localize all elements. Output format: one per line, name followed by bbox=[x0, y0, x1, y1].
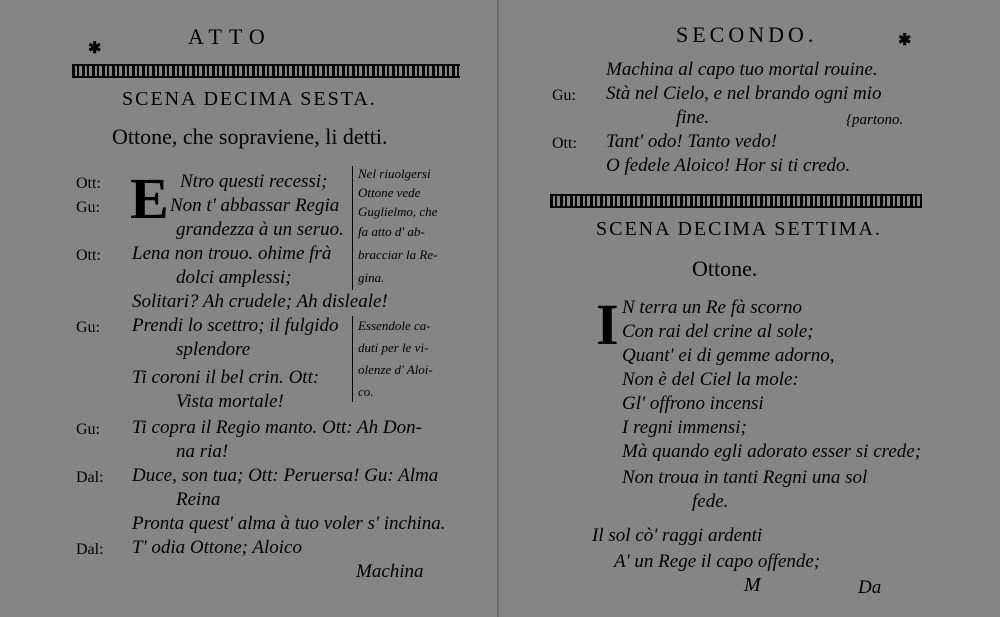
page-corner-mark: ✱ bbox=[898, 32, 912, 49]
page-corner-mark: ✱ bbox=[88, 40, 102, 57]
verse-line: splendore bbox=[176, 339, 251, 360]
stage-direction-line: Essendole ca- bbox=[358, 318, 431, 333]
verse-line: Tant' odo! Tanto vedo! bbox=[606, 131, 778, 152]
catchword-right: Da bbox=[858, 577, 882, 598]
verse-line: Ti coroni il bel crin. Ott: bbox=[132, 367, 320, 388]
speaker-label: Ott: bbox=[552, 135, 577, 152]
verse-line: Ntro questi recessi; bbox=[180, 171, 328, 192]
verse-line: Prendi lo scettro; il fulgido bbox=[132, 315, 339, 336]
speaker-label: Gu: bbox=[76, 199, 100, 216]
verse-line: Il sol cò' raggi ardenti bbox=[592, 525, 763, 546]
drop-cap-right: I bbox=[596, 292, 619, 357]
page-gutter bbox=[497, 0, 499, 617]
signature-mark: M bbox=[744, 574, 761, 596]
aria-line: N terra un Re fà scorno bbox=[622, 297, 802, 318]
aria-line: Quant' ei di gemme adorno, bbox=[622, 345, 835, 366]
running-header-left: ATTO bbox=[188, 24, 272, 49]
verse-line: A' un Rege il capo offende; bbox=[614, 551, 821, 572]
ornament-band-right bbox=[550, 194, 922, 208]
verse-line: Solitari? Ah crudele; Ah disleale! bbox=[132, 291, 388, 312]
verse-line: Vista mortale! bbox=[176, 391, 284, 412]
exit-direction: {partono. bbox=[846, 112, 904, 128]
stage-direction-line: Ottone vede bbox=[358, 185, 421, 200]
scene-subtitle-right: Ottone. bbox=[692, 256, 758, 281]
verse-line: T' odia Ottone; Aloico bbox=[132, 537, 302, 558]
aria-line: Non troua in tanti Regni una sol bbox=[622, 467, 868, 488]
verse-line: O fedele Aloico! Hor si ti credo. bbox=[606, 155, 851, 176]
aria-line: I regni immensi; bbox=[622, 417, 747, 438]
stage-direction-brace bbox=[352, 316, 353, 402]
ornament-band-left bbox=[72, 64, 460, 78]
speaker-label: Gu: bbox=[76, 319, 100, 336]
speaker-label: Gu: bbox=[552, 87, 576, 104]
running-header-right: SECONDO. bbox=[676, 22, 818, 47]
aria-line: Con rai del crine al sole; bbox=[622, 321, 814, 342]
verse-line: Stà nel Cielo, e nel brando ogni mio bbox=[606, 83, 882, 104]
speaker-label: Ott: bbox=[76, 247, 101, 264]
verse-line: na ria! bbox=[176, 441, 229, 462]
stage-direction-line: Guglielmo, che bbox=[358, 204, 438, 219]
verse-line: Reina bbox=[176, 489, 221, 510]
aria-line: Non è del Ciel la mole: bbox=[622, 369, 799, 390]
scene-title-right: SCENA DECIMA SETTIMA. bbox=[596, 218, 882, 240]
speaker-label: Gu: bbox=[76, 421, 100, 438]
speaker-label: Dal: bbox=[76, 469, 104, 486]
verse-line: dolci amplessi; bbox=[176, 267, 292, 288]
verse-line: Non t' abbassar Regia bbox=[170, 195, 340, 216]
stage-direction-line: co. bbox=[358, 384, 374, 399]
verse-line: Pronta quest' alma à tuo voler s' inchina. bbox=[132, 513, 446, 534]
stage-direction-line: bracciar la Re- bbox=[358, 247, 438, 262]
stage-direction-line: olenze d' Aloi- bbox=[358, 362, 433, 377]
stage-direction-brace bbox=[352, 166, 353, 290]
stage-direction-line: gina. bbox=[358, 270, 385, 285]
verse-line: grandezza à un seruo. bbox=[176, 219, 344, 240]
drop-cap-left: E bbox=[130, 166, 169, 231]
aria-line: Gl' offrono incensi bbox=[622, 393, 764, 414]
speaker-label: Ott: bbox=[76, 175, 101, 192]
scene-title-left: SCENA DECIMA SESTA. bbox=[122, 88, 377, 110]
stage-direction-line: duti per le vi- bbox=[358, 340, 429, 355]
verse-line: Duce, son tua; Ott: Peruersa! Gu: Alma bbox=[132, 465, 439, 486]
scene-subtitle-left: Ottone, che sopraviene, li detti. bbox=[112, 124, 388, 149]
verse-line: Lena non trouo. ohime frà bbox=[132, 243, 332, 264]
stage-direction-line: fa atto d' ab- bbox=[358, 224, 425, 239]
catchword-left: Machina bbox=[356, 561, 424, 582]
verse-line: fine. bbox=[676, 107, 710, 128]
aria-line: fede. bbox=[692, 491, 729, 512]
stage-direction-line: Nel riuolgersi bbox=[358, 166, 431, 181]
verse-line: Ti copra il Regio manto. Ott: Ah Don- bbox=[132, 417, 422, 438]
verse-line: Machina al capo tuo mortal rouine. bbox=[606, 59, 878, 80]
speaker-label: Dal: bbox=[76, 541, 104, 558]
aria-line: Mà quando egli adorato esser si crede; bbox=[622, 441, 922, 462]
